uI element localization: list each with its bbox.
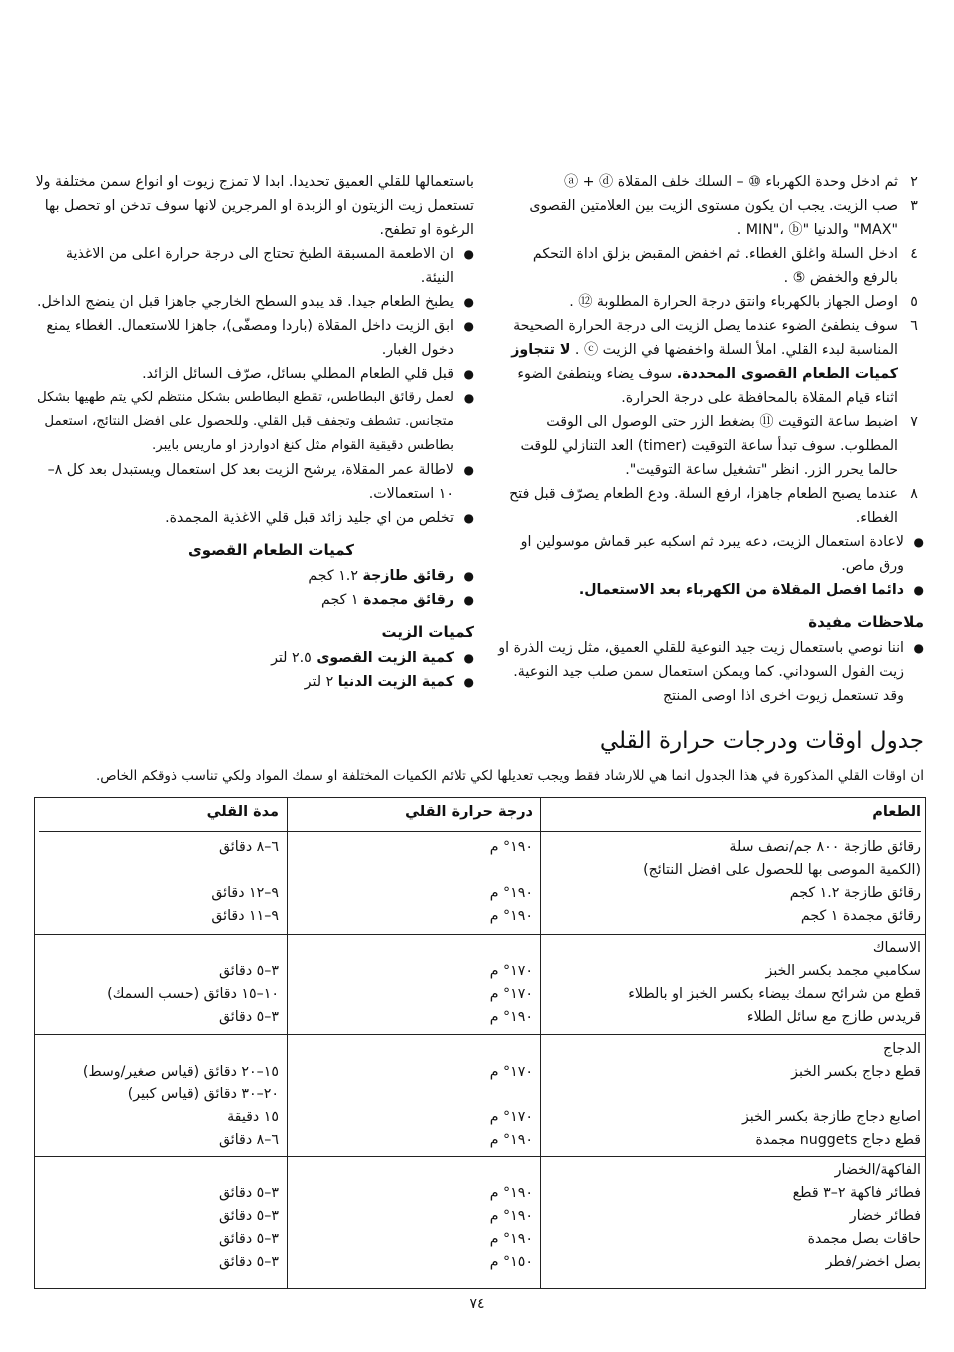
food-cell: اصابع دجاج طازجة بكسر الخبز (741, 1109, 921, 1125)
time-cell: ١٥ دقيقة (227, 1109, 279, 1125)
header-time: مدة القلي (206, 804, 279, 820)
food-cell: فطائر خضار (849, 1208, 921, 1224)
time-cell: ٣–٥ دقائق (218, 1231, 279, 1247)
food-cell: قريدس طازج مع سائل الطلاء (746, 1009, 921, 1025)
temp-cell: ١٩٠° م (489, 1009, 533, 1025)
food-cell: رقائق طازجة ١.٢ كجم (789, 885, 921, 901)
food-cell: بصل اخضر/فطر (825, 1254, 921, 1270)
temp-cell: ١٩٠° م (489, 908, 533, 924)
time-cell: ٣–٥ دقائق (218, 1208, 279, 1224)
food-cell: قطع دجاج بكسر الخبز (791, 1064, 921, 1080)
table-title: جدول اوقات ودرجات حرارة القلي (599, 728, 924, 754)
temp-cell: ١٩٠° م (489, 1132, 533, 1148)
item-value: ٢ لتر (304, 674, 334, 690)
warning-text: لا تتجاوز كميات الطعام القصوى المحددة. (511, 342, 898, 382)
section-divider (35, 1034, 925, 1035)
step-item: ٦ سوف ينطفئ الضوء عندما يصل الزيت الى درجة الحرارة الصحيحة المناسبة لبدء القلي. املأ السلة واخفضها في الزيت ⓒ . لا تتجاوز كميات الطعام القصوى المحددة. سوف يضاء وينطفئ الضوء اثناء قيام المقلاة بالمحافظة على درجة الحرارة. (511, 318, 918, 406)
item-value: ٢.٥ لتر (271, 650, 312, 666)
food-cell: قطع دجاج nuggets مجمدة (755, 1132, 921, 1148)
time-cell: ٣–٥ دقائق (218, 1009, 279, 1025)
time-cell: ٢٠–٣٠ دقائق (قياس كبير) (127, 1086, 279, 1102)
header-temp: درجة حرارة القلي (405, 804, 533, 820)
step-item: ٤ ادخل السلة واغلق الغطاء. ثم اخفض المقبض بزلق اداة التحكم بالرفع والخفض ⑤ . (532, 246, 918, 286)
food-cell: (الكمية الموصى بها للحصول على افضل النتائج) (643, 862, 921, 878)
time-cell: ٣–٥ دقائق (218, 963, 279, 979)
section-label-chicken: الدجاج (883, 1041, 921, 1057)
step-item: ٧ اضبط ساعة التوقيت ⑪ بضغط الزر حتى الوصول الى الوقت المطلوب. سوف تبدأ ساعة التوقيت (timer) العد التنازلي للوقت حالما يحرر الزر. انظر "تشغيل ساعة التوقيت". (520, 414, 918, 478)
frying-table (34, 797, 926, 1289)
list-item: ● اننا نوصي باستعمال زيت جيد النوعية للقلي العميق، مثل زيت الذرة او زيت الفول السوداني. كما ويمكن استعمال سمن صلب جيد النوعية. وقد تستعمل زيوت اخرى اذا اوصى المنتج (494, 636, 924, 708)
left-column (34, 170, 474, 694)
step-text: صب الزيت. يجب ان يكون مستوى الزيت بين العلامتين القصوى "MAX" والدنيا "MIN"، ⓑ . (529, 198, 898, 238)
temp-cell: ١٩٠° م (489, 1231, 533, 1247)
list-item: ● ابق الزيت داخل المقلاة (باردا ومصفّى)، جاهزا للاستعمال. الغطاء يمنع دخول الغبار. (34, 314, 474, 362)
food-cell: سكامبي مجمد بكسر الخبز (765, 963, 921, 979)
list-item: ● لاعادة استعمال الزيت، دعه يبرد ثم اسكبه عبر قماش موسولين او ورق ماص. (494, 530, 924, 578)
item-label: رقائق طازجة (362, 568, 454, 584)
time-cell: ٣–٥ دقائق (218, 1254, 279, 1270)
list-item: ● ان الاطعمة المسبقة الطبخ تحتاج الى درجة حرارة اعلى من الاغذية النيئة. (34, 242, 474, 290)
right-column (494, 170, 924, 708)
time-cell: ١٠–١٥ دقائق (حسب السمك) (107, 986, 279, 1002)
step-item: ٥ اوصل الجهاز بالكهرباء وانتق درجة الحرارة المطلوبة ⑫ . (569, 294, 918, 310)
item-label: كمية الزيت القصوى (316, 650, 454, 666)
tips-list-left (34, 242, 474, 530)
header-divider (39, 831, 921, 832)
list-item (34, 564, 474, 588)
temp-cell: ١٥٠° م (489, 1254, 533, 1270)
section-divider (35, 1156, 925, 1157)
step-item: ٢ ثم ادخل وحدة الكهرباء ⑩ – السلك خلف المقلاة ⓐ + ⓓ (563, 174, 918, 190)
instruction-steps (494, 170, 924, 530)
header-food: الطعام (872, 804, 921, 820)
step-item: ٨ عندما يصبح الطعام جاهزا، ارفع السلة. ودع الطعام يصرّف قبل فتح الغطاء. (509, 486, 918, 526)
temp-cell: ١٧٠° م (489, 986, 533, 1002)
item-label: كمية الزيت الدنيا (337, 674, 454, 690)
tips-list (494, 530, 924, 602)
max-food-list (34, 564, 474, 612)
notes-heading: ملاحظات مفيدة (808, 613, 924, 631)
time-cell: ١٥–٢٠ دقائق (قياس صغير/وسط) (82, 1064, 279, 1080)
item-value: ١ كجم (321, 592, 359, 608)
list-item: ● تخلص من اي جليد زائد قبل قلي الاغذية المجمدة. (34, 506, 474, 530)
temp-cell: ١٩٠° م (489, 885, 533, 901)
temp-cell: ١٩٠° م (489, 1185, 533, 1201)
step-text: اضبط ساعة التوقيت ⑪ بضغط الزر حتى الوصول الى الوقت المطلوب. سوف تبدأ ساعة التوقيت (timer) العد التنازلي للوقت حالما يحرر الزر. انظر "تشغيل ساعة التوقيت". (520, 414, 898, 478)
oil-list (34, 646, 474, 694)
max-food-heading: كميات الطعام القصوى (187, 541, 354, 559)
list-item (34, 646, 474, 670)
section-divider (35, 934, 925, 935)
unplug-warning: ● دائما افصل المقلاة من الكهرباء بعد الاستعمال. (494, 578, 924, 602)
temp-cell: ١٧٠° م (489, 1109, 533, 1125)
list-item (34, 670, 474, 694)
temp-cell: ١٩٠° م (489, 1208, 533, 1224)
page-number: ٧٤ (469, 1296, 485, 1312)
step-text: ثم ادخل وحدة الكهرباء ⑩ – السلك خلف المقلاة ⓐ + ⓓ (563, 174, 898, 190)
temp-cell: ١٧٠° م (489, 963, 533, 979)
food-cell: فطائر فاكهة ٢–٣ قطع (792, 1185, 921, 1201)
section-label-fish: الاسماك (872, 940, 921, 956)
food-cell: رقائق مجمدة ١ كجم (800, 908, 921, 924)
time-cell: ٩–١٢ دقائق (211, 885, 279, 901)
notes-list (494, 636, 924, 708)
food-cell: حاقات بصل مجمدة (807, 1231, 921, 1247)
step-text: سوف ينطفئ الضوء عندما يصل الزيت الى درجة الحرارة الصحيحة المناسبة لبدء القلي. املأ السلة واخفضها في الزيت ⓒ . (513, 318, 898, 358)
food-cell: رقائق طازجة ٨٠٠ جم/نصف سلة (729, 839, 921, 855)
column-divider (287, 798, 288, 1288)
table-intro: ان اوقات القلي المذكورة في هذا الجدول انما هي للارشاد فقط ويجب تعديلها لكي تلائم الكميات المختلفة او سمك المواد ولكي تناسب ذوقكم الخاص. (95, 768, 924, 784)
time-cell: ٣–٥ دقائق (218, 1185, 279, 1201)
list-item: ● يطبخ الطعام جيدا. قد يبدو السطح الخارجي جاهزا قبل ان ينضج الداخل. (34, 290, 474, 314)
step-text: ادخل السلة واغلق الغطاء. ثم اخفض المقبض بزلق اداة التحكم بالرفع والخفض ⑤ . (532, 246, 898, 286)
item-label: رقائق مجمدة (363, 592, 454, 608)
time-cell: ٩–١١ دقائق (211, 908, 279, 924)
list-item (34, 588, 474, 612)
step-text: اوصل الجهاز بالكهرباء وانتق درجة الحرارة المطلوبة ⑫ . (569, 294, 898, 310)
step-text: عندما يصبح الطعام جاهزا، ارفع السلة. ودع الطعام يصرّف قبل فتح الغطاء. (509, 486, 898, 526)
list-item: ● لاطالة عمر المقلاة، يرشح الزيت بعد كل استعمال ويستبدل بعد كل ٨–١٠ استعمالات. (34, 458, 474, 506)
oil-heading: كميات الزيت (381, 623, 474, 641)
section-label-fruit-veg: الفاكهة/الخضار (834, 1162, 921, 1178)
item-value: ١.٢ كجم (308, 568, 358, 584)
list-item: ● قبل قلي الطعام المطلي بسائل، صرّف السائل الزائد. (34, 362, 474, 386)
step-text: سوف يضاء وينطفئ الضوء اثناء قيام المقلاة بالمحافظة على درجة الحرارة. (517, 366, 898, 406)
food-cell: قطع من شرائح سمك بيضاء بكسر الخبز او بالطلاء (628, 986, 921, 1002)
time-cell: ٦–٨ دقائق (218, 1132, 279, 1148)
time-cell: ٦–٨ دقائق (218, 839, 279, 855)
column-divider (540, 798, 541, 1288)
step-item: ٣ صب الزيت. يجب ان يكون مستوى الزيت بين العلامتين القصوى "MAX" والدنيا "MIN"، ⓑ . (529, 198, 918, 238)
continued-paragraph: باستعمالها للقلي العميق تحديدا. ابدا لا تمزج زيوت او انواع سمن مختلفة ولا تستعمل زيت الزيتون او الزبدة او المرجرين لانها سوف تدخن او تحصل بها الرغوة او تطفح. (35, 174, 474, 238)
temp-cell: ١٩٠° م (489, 839, 533, 855)
temp-cell: ١٧٠° م (489, 1064, 533, 1080)
list-item: ● لعمل رقائق البطاطس، تقطع البطاطس بشكل منتظم لكي يتم طهيها بشكل متجانس. تشطف وتجفف قبل القلي. وللحصول على افضل النتائج، استعمل بطاطس دقيقية القوام مثل كنغ ادواردز او ماريس بايبر. (34, 386, 474, 458)
